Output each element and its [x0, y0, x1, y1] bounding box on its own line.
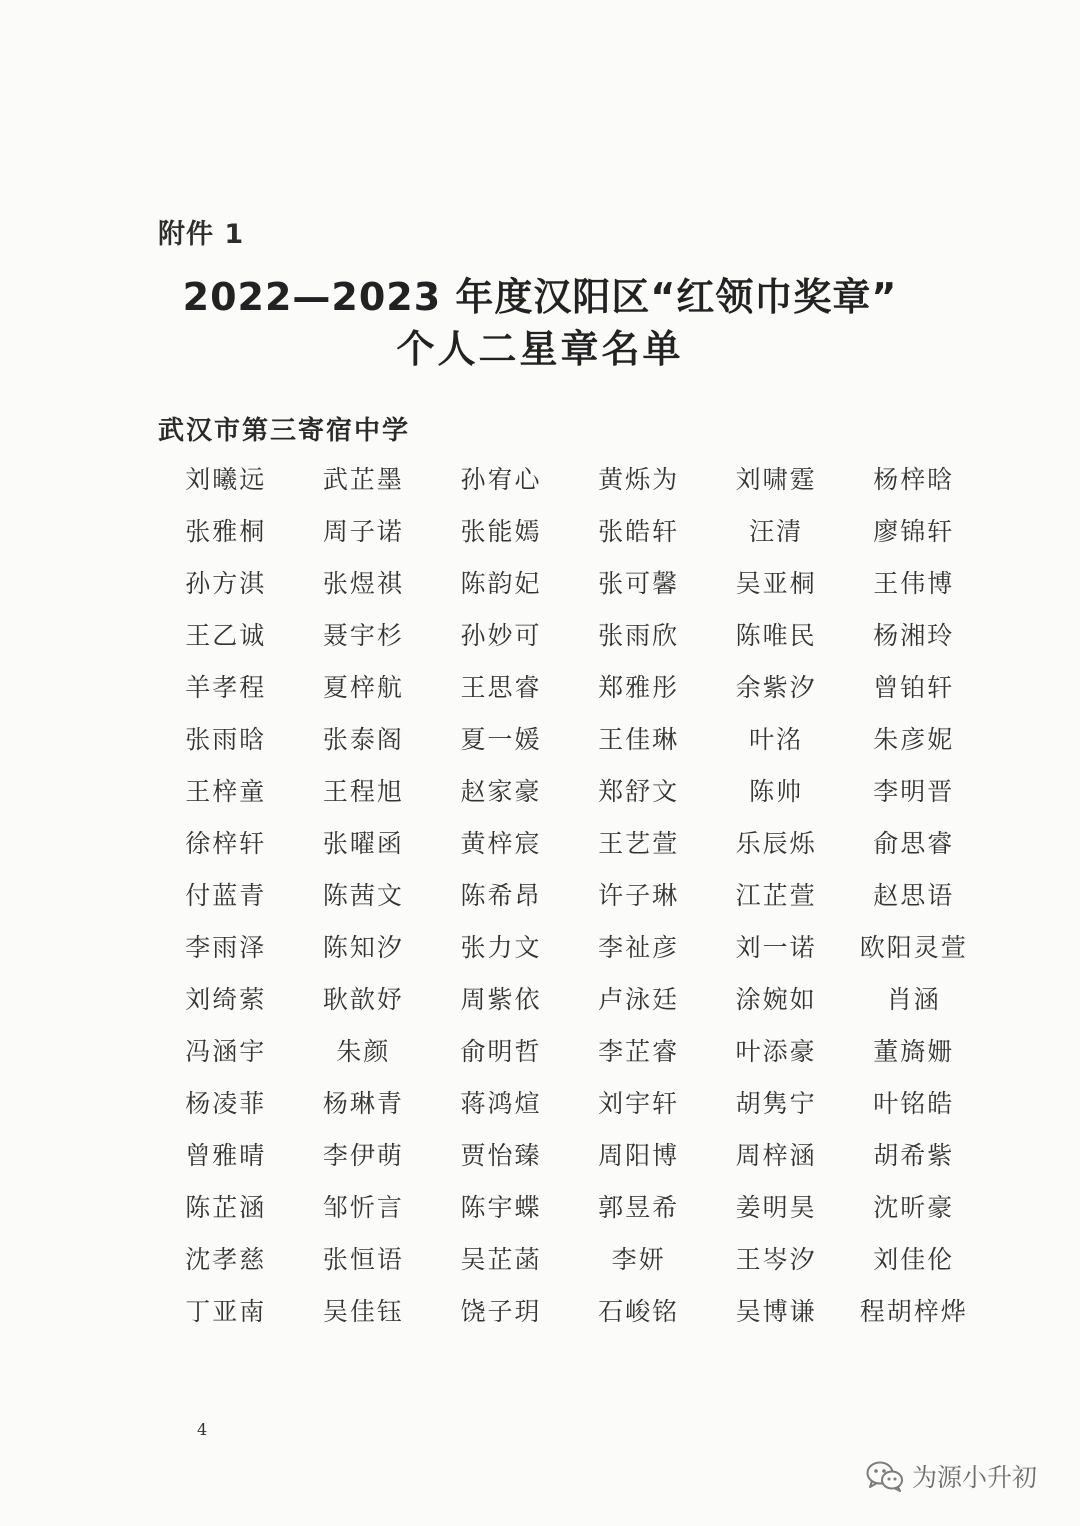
name-entry: 夏梓航 [322, 673, 404, 702]
name-entry: 王岑汐 [735, 1245, 817, 1274]
name-entry: 胡希紫 [873, 1141, 955, 1170]
name-entry: 陈芷涵 [185, 1193, 267, 1222]
name-entry: 杨湘玲 [873, 621, 955, 650]
name-entry: 羊孝程 [185, 673, 267, 702]
name-entry: 王梓童 [185, 777, 267, 806]
name-entry: 王思睿 [460, 673, 542, 702]
name-entry: 孙宥心 [460, 465, 542, 494]
name-entry: 陈帅 [749, 777, 804, 806]
name-entry: 夏一媛 [460, 725, 542, 754]
name-entry: 叶铭皓 [873, 1089, 955, 1118]
name-entry: 叶洺 [749, 725, 804, 754]
name-entry: 刘宇轩 [598, 1089, 680, 1118]
name-entry: 刘啸霆 [735, 465, 817, 494]
name-entry: 张雅桐 [185, 517, 267, 546]
name-entry: 陈宇蝶 [460, 1193, 542, 1222]
name-entry: 俞明哲 [460, 1037, 542, 1066]
name-entry: 张雨晗 [185, 725, 267, 754]
school-name: 武汉市第三寄宿中学 [158, 416, 411, 446]
name-entry: 许子琳 [598, 881, 680, 910]
name-entry: 张皓轩 [598, 517, 680, 546]
name-entry: 乐辰烁 [735, 829, 817, 858]
name-entry: 朱彦妮 [873, 725, 955, 754]
name-entry: 饶子玥 [460, 1297, 542, 1326]
name-entry: 耿歆妤 [322, 985, 404, 1014]
name-entry: 周紫依 [460, 985, 542, 1014]
name-entry: 吴博谦 [735, 1297, 817, 1326]
attachment-label: 附件 1 [158, 219, 245, 250]
name-entry: 付蓝青 [185, 881, 267, 910]
name-entry: 吴亚桐 [735, 569, 817, 598]
name-entry: 李妍 [611, 1245, 666, 1274]
name-list [157, 458, 983, 1342]
name-entry: 胡隽宁 [735, 1089, 817, 1118]
name-entry: 李伊萌 [322, 1141, 404, 1170]
name-entry: 冯涵宇 [185, 1037, 267, 1066]
name-entry: 张力文 [460, 933, 542, 962]
name-entry: 沈孝慈 [185, 1245, 267, 1274]
name-entry: 杨凌菲 [185, 1089, 267, 1118]
name-entry: 陈唯民 [735, 621, 817, 650]
name-entry: 石峻铭 [598, 1297, 680, 1326]
document-title-line2: 个人二星章名单 [396, 327, 684, 371]
name-entry: 欧阳灵萱 [859, 933, 968, 962]
name-entry: 刘绮萦 [185, 985, 267, 1014]
name-entry: 武芷墨 [322, 465, 404, 494]
name-entry: 陈茜文 [322, 881, 404, 910]
name-entry: 李雨泽 [185, 933, 267, 962]
name-entry: 周子诺 [322, 517, 404, 546]
name-entry: 杨梓晗 [873, 465, 955, 494]
name-entry: 陈韵妃 [460, 569, 542, 598]
name-entry: 汪清 [749, 517, 804, 546]
name-entry: 肖涵 [886, 985, 941, 1014]
name-entry: 朱颜 [336, 1037, 391, 1066]
name-entry: 周阳博 [598, 1141, 680, 1170]
name-entry: 周梓涵 [735, 1141, 817, 1170]
name-entry: 陈希昂 [460, 881, 542, 910]
name-entry: 姜明昊 [735, 1193, 817, 1222]
name-entry: 张曜函 [322, 829, 404, 858]
name-entry: 丁亚南 [185, 1297, 267, 1326]
name-entry: 叶添豪 [735, 1037, 817, 1066]
name-entry: 陈知汐 [322, 933, 404, 962]
name-entry: 徐梓轩 [185, 829, 267, 858]
name-entry: 王伟博 [873, 569, 955, 598]
watermark-text: 为源小升初 [912, 1463, 1038, 1492]
name-entry: 蒋鸿煊 [460, 1089, 542, 1118]
name-entry: 江芷萱 [735, 881, 817, 910]
name-entry: 张泰阁 [322, 725, 404, 754]
name-entry: 卢泳廷 [598, 985, 680, 1014]
name-entry: 王乙诚 [185, 621, 267, 650]
name-entry: 张能嫣 [460, 517, 542, 546]
name-entry: 李芷睿 [598, 1037, 680, 1066]
name-entry: 黄梓宸 [460, 829, 542, 858]
name-entry: 刘曦远 [185, 465, 267, 494]
name-entry: 郭昱希 [598, 1193, 680, 1222]
name-entry: 曾雅晴 [185, 1141, 267, 1170]
wechat-icon [866, 1460, 904, 1492]
name-entry: 李祉彦 [598, 933, 680, 962]
name-entry: 曾铂轩 [873, 673, 955, 702]
name-entry: 李明晋 [873, 777, 955, 806]
name-entry: 张雨欣 [598, 621, 680, 650]
name-entry: 程胡梓烨 [859, 1297, 968, 1326]
name-entry: 张恒语 [322, 1245, 404, 1274]
name-entry: 孙妙可 [460, 621, 542, 650]
name-entry: 余紫汐 [735, 673, 817, 702]
name-entry: 廖锦轩 [873, 517, 955, 546]
name-entry: 俞思睿 [873, 829, 955, 858]
name-entry: 赵思语 [873, 881, 955, 910]
name-entry: 吴芷菡 [460, 1245, 542, 1274]
watermark [866, 1458, 1037, 1494]
name-entry: 刘一诺 [735, 933, 817, 962]
name-entry: 董旖姗 [873, 1037, 955, 1066]
name-entry: 王艺萱 [598, 829, 680, 858]
name-entry: 涂婉如 [735, 985, 817, 1014]
document-title-line1: 2022—2023 年度汉阳区“红领巾奖章” [182, 275, 898, 319]
name-entry: 郑舒文 [598, 777, 680, 806]
name-entry: 张煜祺 [322, 569, 404, 598]
name-entry: 张可馨 [598, 569, 680, 598]
name-entry: 孙方淇 [185, 569, 267, 598]
name-entry: 黄烁为 [598, 465, 680, 494]
name-entry: 杨琳青 [322, 1089, 404, 1118]
name-entry: 贾怡臻 [460, 1141, 542, 1170]
name-entry: 沈昕豪 [873, 1193, 955, 1222]
name-entry: 王程旭 [322, 777, 404, 806]
name-entry: 邹忻言 [322, 1193, 404, 1222]
page-number: 4 [197, 1420, 208, 1439]
name-entry: 聂宇杉 [322, 621, 404, 650]
name-entry: 吴佳钰 [322, 1297, 404, 1326]
name-entry: 刘佳伦 [873, 1245, 955, 1274]
name-entry: 郑雅彤 [598, 673, 680, 702]
name-entry: 赵家豪 [460, 777, 542, 806]
name-entry: 王佳琳 [598, 725, 680, 754]
